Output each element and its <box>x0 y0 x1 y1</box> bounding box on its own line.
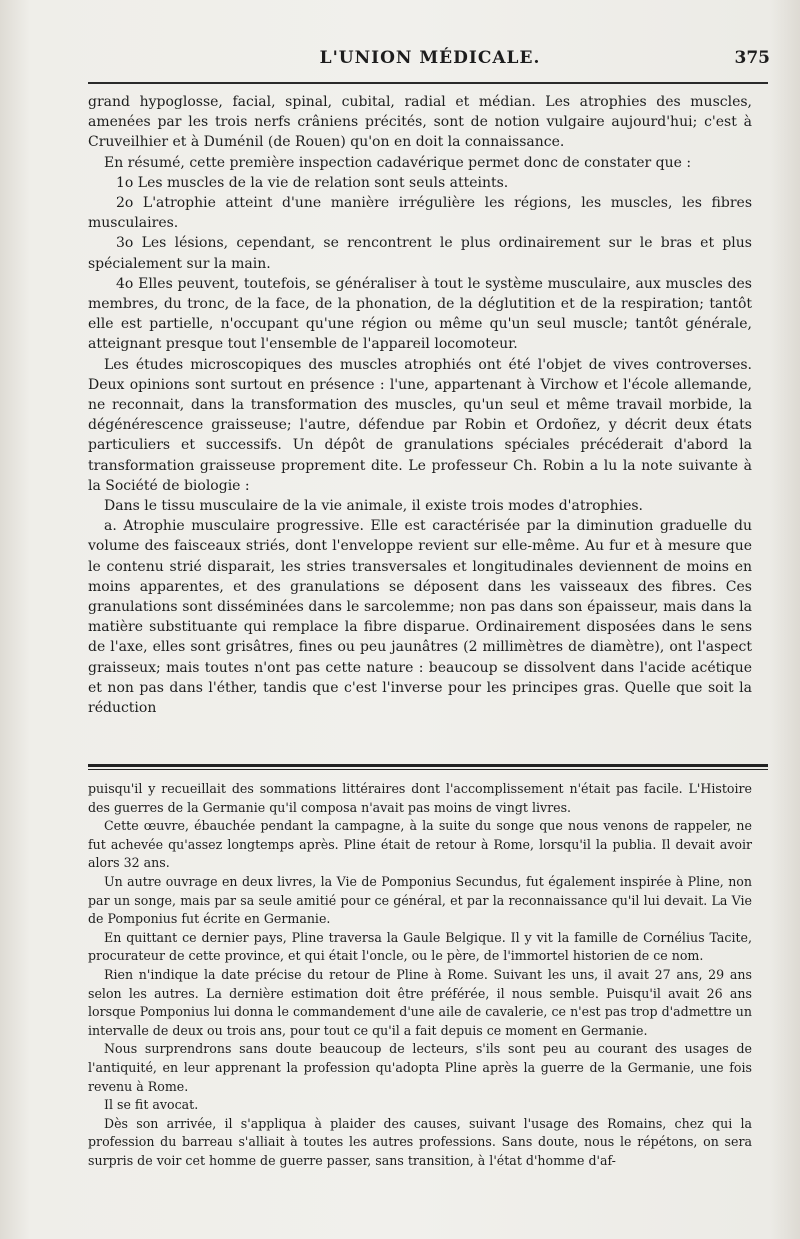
main-paragraph: 3o Les lésions, cependant, se rencontrent le plus ordinairement sur le bras et plus spécialement sur la main. <box>88 235 752 272</box>
main-paragraph: 2o L'atrophie atteint d'une manière irrégulière les régions, les muscles, les fibres musculaires. <box>88 195 752 232</box>
feuilleton-paragraph: Cette œuvre, ébauchée pendant la campagne, à la suite du songe que nous venons de rappeler, ne fut achevée qu'assez longtemps après. Pline était de retour à Rome, lorsqu'il la publia. Il devait avoir alors 32 ans. <box>88 818 752 871</box>
main-paragraph: Les études microscopiques des muscles atrophiés ont été l'objet de vives controverses. Deux opinions sont surtout en présence : l'une, appartenant à Virchow et l'école allemande, ne reconnait, dans la transformation des muscles, qu'un seul et même travail morbide, la dégénérescence graisseuse; l'autre, défendue par Robin et Ordoñez, y décrit deux états particuliers et successifs. Un dépôt de granulations spéciales précéderait d'abord la transformation graisseuse proprement dite. Le professeur Ch. Robin a lu la note suivante à la Société de biologie : <box>88 356 752 494</box>
feuilleton-paragraph: Nous surprendrons sans doute beaucoup de lecteurs, s'ils sont peu au courant des usages de l'antiquité, en leur apprenant la profession qu'adopta Pline après la guerre de la Germanie, une fois revenu à Rome. <box>88 1041 752 1094</box>
page-number: 375 <box>734 48 770 68</box>
main-paragraph: En résumé, cette première inspection cadavérique permet donc de constater que : <box>104 154 692 171</box>
main-paragraph: Dans le tissu musculaire de la vie animale, il existe trois modes d'atrophies. <box>104 498 643 515</box>
main-paragraph: 1o Les muscles de la vie de relation sont seuls atteints. <box>116 174 509 191</box>
main-paragraph: 4o Elles peuvent, toutefois, se généraliser à tout le système musculaire, aux muscles des membres, du tronc, de la face, de la phonation, de la déglutition et de la respiration; tantôt elle est partielle, n'occupant qu'une région ou même qu'un seul muscle; tantôt générale, atteignant presque tout l'ensemble de l'appareil locomoteur. <box>88 275 752 353</box>
feuilleton-paragraph: Il se fit avocat. <box>104 1097 199 1113</box>
feuilleton-separator <box>88 764 768 770</box>
running-title: L'UNION MÉDICALE. <box>319 48 541 68</box>
feuilleton-text-column <box>88 780 752 1170</box>
feuilleton-paragraph: puisqu'il y recueillait des sommations littéraires dont l'accomplissement n'était pas facile. L'Histoire des guerres de la Germanie qu'il composa n'avait pas moins de vingt livres. <box>88 781 752 815</box>
feuilleton-paragraph: Rien n'indique la date précise du retour de Pline à Rome. Suivant les uns, il avait 27 ans, 29 ans selon les autres. La dernière estimation doit être préférée, il nous semble. Puisqu'il avait 26 ans lorsque Pomponius lui donna le commandement d'une aile de cavalerie, ce n'est pas trop d'admettre un intervalle de deux ou trois ans, pour tout ce qu'il a fait depuis ce moment en Germanie. <box>88 966 752 1038</box>
feuilleton-paragraph: Un autre ouvrage en deux livres, la Vie de Pomponius Secundus, fut également inspirée à Pline, non par un songe, mais par sa seule amitié pour ce général, et par la reconnaissance qu'il lui devait. La Vie de Pomponius fut écrite en Germanie. <box>88 873 752 927</box>
main-text-column <box>88 92 752 718</box>
page-header <box>90 48 770 76</box>
header-rule <box>88 82 768 84</box>
main-paragraph: grand hypoglosse, facial, spinal, cubital, radial et médian. Les atrophies des muscles, amenées par les trois nerfs crâniens précités, sont de notion vulgaire aujourd'hui; c'est à Cruveilhier et à Duménil (de Rouen) qu'on en doit la connaissance. <box>88 94 752 151</box>
feuilleton-paragraph: Dès son arrivée, il s'appliqua à plaider des causes, suivant l'usage des Romains, chez qui la profession du barreau s'alliait à toutes les autres professions. Sans doute, nous le répétons, on sera surpris de voir cet homme de guerre passer, sans transition, à l'état d'homme d'af- <box>88 1115 752 1168</box>
feuilleton-paragraph: En quittant ce dernier pays, Pline traversa la Gaule Belgique. Il y vit la famille de Cornélius Tacite, procurateur de cette province, et qui était l'oncle, ou le père, de l'immortel historien de ce nom. <box>88 929 752 964</box>
main-paragraph: a. Atrophie musculaire progressive. Elle est caractérisée par la diminution graduelle du volume des faisceaux striés, dont l'enveloppe revient sur elle-même. Au fur et à mesure que le contenu strié disparait, les stries transversales et longitudinales deviennent de moins en moins apparentes, et des granulations se déposent dans les vaisseaux des fibres. Ces granulations sont disséminées dans le sarcolemme; non pas dans son épaisseur, mais dans la matière substituante qui remplace la fibre disparue. Ordinairement disposées dans le sens de l'axe, elles sont grisâtres, fines ou peu jaunâtres (2 millimètres de diamètre), ont l'aspect graisseux; mais toutes n'ont pas cette nature : beaucoup se dissolvent dans l'acide acétique et non pas dans l'éther, tandis que c'est l'inverse pour les principes gras. Quelle que soit la réduction <box>88 518 752 717</box>
